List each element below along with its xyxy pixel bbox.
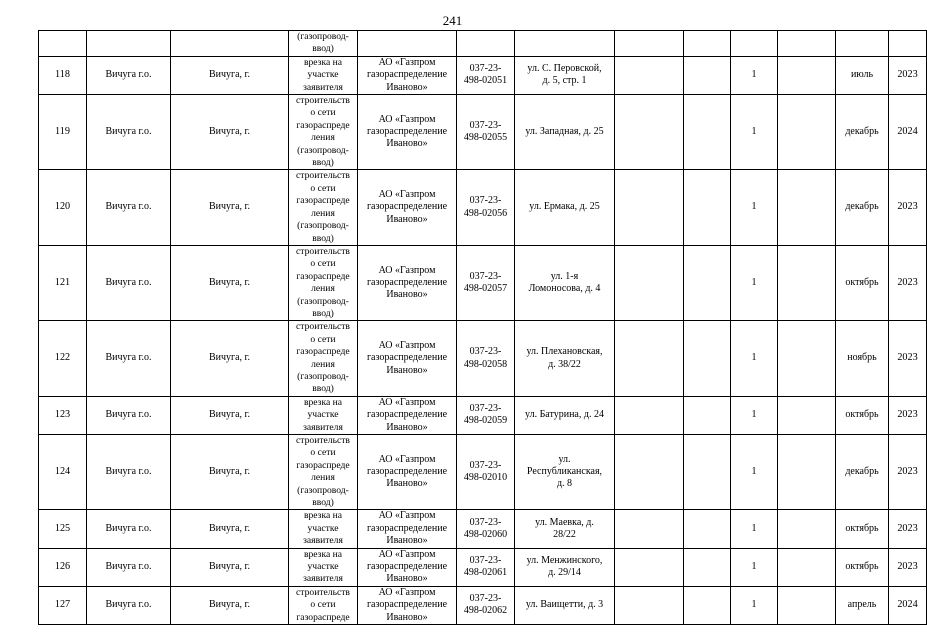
cell-month: декабрь xyxy=(836,95,889,170)
cell-empty xyxy=(778,95,836,170)
cell-address: ул. С. Перовской, д. 5, стр. 1 xyxy=(515,56,615,94)
table-row xyxy=(39,95,927,170)
cell-empty xyxy=(684,321,731,396)
cell-quantity: 1 xyxy=(731,435,778,510)
cell-quantity: 1 xyxy=(731,95,778,170)
cell-address: ул. Менжинского, д. 29/14 xyxy=(515,548,615,586)
cell-month: октябрь xyxy=(836,245,889,320)
cell-municipality: Вичуга г.о. xyxy=(87,245,171,320)
cell-row-number: 121 xyxy=(39,245,87,320)
cell-month: октябрь xyxy=(836,548,889,586)
cell-request-code: 037-23- 498-02055 xyxy=(457,95,515,170)
cell-empty xyxy=(778,586,836,624)
cell-organization: АО «Газпром газораспределение Иваново» xyxy=(358,245,457,320)
cell-row-number: 127 xyxy=(39,586,87,624)
cell-month: декабрь xyxy=(836,435,889,510)
table-row xyxy=(39,586,927,624)
cell-request-code: 037-23- 498-02060 xyxy=(457,510,515,548)
cell-settlement: Вичуга, г. xyxy=(171,56,289,94)
cell-address: ул. Ваищетти, д. 3 xyxy=(515,586,615,624)
cell-quantity: 1 xyxy=(731,548,778,586)
cell-empty xyxy=(615,435,684,510)
cell-request-code: 037-23- 498-02061 xyxy=(457,548,515,586)
cell-address: ул. Батурина, д. 24 xyxy=(515,396,615,434)
cell-empty xyxy=(684,510,731,548)
cell-empty xyxy=(778,56,836,94)
cell-settlement: Вичуга, г. xyxy=(171,510,289,548)
cell-settlement: Вичуга, г. xyxy=(171,321,289,396)
cell-empty xyxy=(615,56,684,94)
cell-work-type: врезка на участке заявителя xyxy=(289,396,358,434)
cell-work-type: врезка на участке заявителя xyxy=(289,56,358,94)
cell-empty xyxy=(684,435,731,510)
cell-settlement: Вичуга, г. xyxy=(171,548,289,586)
cell-request-code: 037-23- 498-02059 xyxy=(457,396,515,434)
table-row xyxy=(39,396,927,434)
cell-quantity: 1 xyxy=(731,245,778,320)
cell-year: 2023 xyxy=(889,396,927,434)
cell-request-code: 037-23- 498-02057 xyxy=(457,245,515,320)
cell-empty xyxy=(684,586,731,624)
cell-organization: АО «Газпром газораспределение Иваново» xyxy=(358,548,457,586)
cell-organization: АО «Газпром газораспределение Иваново» xyxy=(358,56,457,94)
cell-organization: АО «Газпром газораспределение Иваново» xyxy=(358,510,457,548)
cell-work-type: врезка на участке заявителя xyxy=(289,548,358,586)
cell-municipality: Вичуга г.о. xyxy=(87,510,171,548)
cell-address: ул. Западная, д. 25 xyxy=(515,95,615,170)
cell-empty xyxy=(684,95,731,170)
cell-empty xyxy=(778,510,836,548)
cell-work-type: строительств о сети газораспреде ления (газопровод- ввод) xyxy=(289,435,358,510)
cell-row-number: 124 xyxy=(39,435,87,510)
cell-empty xyxy=(684,396,731,434)
cell-work-type: строительств о сети газораспреде ления (газопровод- ввод) xyxy=(289,170,358,245)
cell-month: октябрь xyxy=(836,510,889,548)
cell-quantity: 1 xyxy=(731,56,778,94)
cell-quantity: 1 xyxy=(731,586,778,624)
cell-row-number: 119 xyxy=(39,95,87,170)
cell-empty xyxy=(615,510,684,548)
cell-year: 2023 xyxy=(889,321,927,396)
cell-quantity: 1 xyxy=(731,510,778,548)
cell-request-code: 037-23- 498-02058 xyxy=(457,321,515,396)
cell-empty xyxy=(615,396,684,434)
cell-month: апрель xyxy=(836,586,889,624)
cell-organization: АО «Газпром газораспределение Иваново» xyxy=(358,95,457,170)
cell-month: ноябрь xyxy=(836,321,889,396)
cell-empty xyxy=(615,586,684,624)
cell-row-number: 126 xyxy=(39,548,87,586)
cell-quantity: 1 xyxy=(731,321,778,396)
cell-work-type: строительств о сети газораспреде ления (газопровод- ввод) xyxy=(289,95,358,170)
cell-address: ул. 1-я Ломоносова, д. 4 xyxy=(515,245,615,320)
table-row xyxy=(39,435,927,510)
cell-address: ул. Республиканская, д. 8 xyxy=(515,435,615,510)
table-row xyxy=(39,170,927,245)
cell-empty xyxy=(778,548,836,586)
cell-year: 2023 xyxy=(889,170,927,245)
cell-empty xyxy=(778,435,836,510)
cell-municipality: Вичуга г.о. xyxy=(87,56,171,94)
cell-request-code: 037-23- 498-02010 xyxy=(457,435,515,510)
cell-settlement: Вичуга, г. xyxy=(171,95,289,170)
table-row xyxy=(39,321,927,396)
cell-year: 2024 xyxy=(889,95,927,170)
table-row xyxy=(39,56,927,94)
cell-row-number: 120 xyxy=(39,170,87,245)
cell-work-type: строительств о сети газораспреде ления (газопровод- ввод) xyxy=(289,321,358,396)
cell-year: 2023 xyxy=(889,548,927,586)
cell-empty xyxy=(778,396,836,434)
cell-request-code: 037-23- 498-02051 xyxy=(457,56,515,94)
cell-settlement: Вичуга, г. xyxy=(171,586,289,624)
cell-month: декабрь xyxy=(836,170,889,245)
cell-month: октябрь xyxy=(836,396,889,434)
cell-row-number: 125 xyxy=(39,510,87,548)
table-row xyxy=(39,510,927,548)
cell-year: 2023 xyxy=(889,56,927,94)
cell-settlement: Вичуга, г. xyxy=(171,396,289,434)
table-row xyxy=(39,548,927,586)
cell-empty xyxy=(615,170,684,245)
cell-year: 2023 xyxy=(889,245,927,320)
cell-municipality: Вичуга г.о. xyxy=(87,435,171,510)
cell-municipality: Вичуга г.о. xyxy=(87,170,171,245)
table-row xyxy=(39,245,927,320)
cell-empty xyxy=(684,56,731,94)
cell-work-type: строительств о сети газораспреде ления (газопровод- ввод) xyxy=(289,245,358,320)
cell-year: 2023 xyxy=(889,435,927,510)
cell-empty xyxy=(615,245,684,320)
cell-municipality: Вичуга г.о. xyxy=(87,396,171,434)
cell-empty xyxy=(684,245,731,320)
cell-quantity: 1 xyxy=(731,396,778,434)
cell-settlement: Вичуга, г. xyxy=(171,245,289,320)
cell-address: ул. Маевка, д. 28/22 xyxy=(515,510,615,548)
page-number: 241 xyxy=(442,13,463,28)
table-row-partial xyxy=(39,31,927,57)
cell-settlement: Вичуга, г. xyxy=(171,435,289,510)
cell-month: июль xyxy=(836,56,889,94)
gasification-table xyxy=(38,30,927,625)
cell-empty xyxy=(615,321,684,396)
cell-request-code: 037-23- 498-02062 xyxy=(457,586,515,624)
cell-empty xyxy=(684,548,731,586)
table-body xyxy=(39,31,927,625)
cell-organization: АО «Газпром газораспределение Иваново» xyxy=(358,586,457,624)
cell-year: 2023 xyxy=(889,510,927,548)
cell-organization: АО «Газпром газораспределение Иваново» xyxy=(358,396,457,434)
cell-address: ул. Плехановская, д. 38/22 xyxy=(515,321,615,396)
cell-empty xyxy=(684,170,731,245)
cell-empty xyxy=(778,321,836,396)
cell-municipality: Вичуга г.о. xyxy=(87,95,171,170)
cell-row-number: 122 xyxy=(39,321,87,396)
cell-empty xyxy=(615,548,684,586)
cell-empty xyxy=(615,95,684,170)
cell-municipality: Вичуга г.о. xyxy=(87,548,171,586)
cell-quantity: 1 xyxy=(731,170,778,245)
cell-organization: АО «Газпром газораспределение Иваново» xyxy=(358,170,457,245)
cell-work-type: строительств о сети газораспреде xyxy=(289,586,358,624)
cell-year: 2024 xyxy=(889,586,927,624)
cell-municipality: Вичуга г.о. xyxy=(87,321,171,396)
cell-work-type: врезка на участке заявителя xyxy=(289,510,358,548)
cell-request-code: 037-23- 498-02056 xyxy=(457,170,515,245)
cell-address: ул. Ермака, д. 25 xyxy=(515,170,615,245)
cell-organization: АО «Газпром газораспределение Иваново» xyxy=(358,321,457,396)
cell-organization: АО «Газпром газораспределение Иваново» xyxy=(358,435,457,510)
cell-settlement: Вичуга, г. xyxy=(171,170,289,245)
cell-row-number: 123 xyxy=(39,396,87,434)
cell-empty xyxy=(778,170,836,245)
cell-empty xyxy=(778,245,836,320)
cell-row-number: 118 xyxy=(39,56,87,94)
cell-municipality: Вичуга г.о. xyxy=(87,586,171,624)
cell-work-type: (газопровод- ввод) xyxy=(289,31,358,57)
